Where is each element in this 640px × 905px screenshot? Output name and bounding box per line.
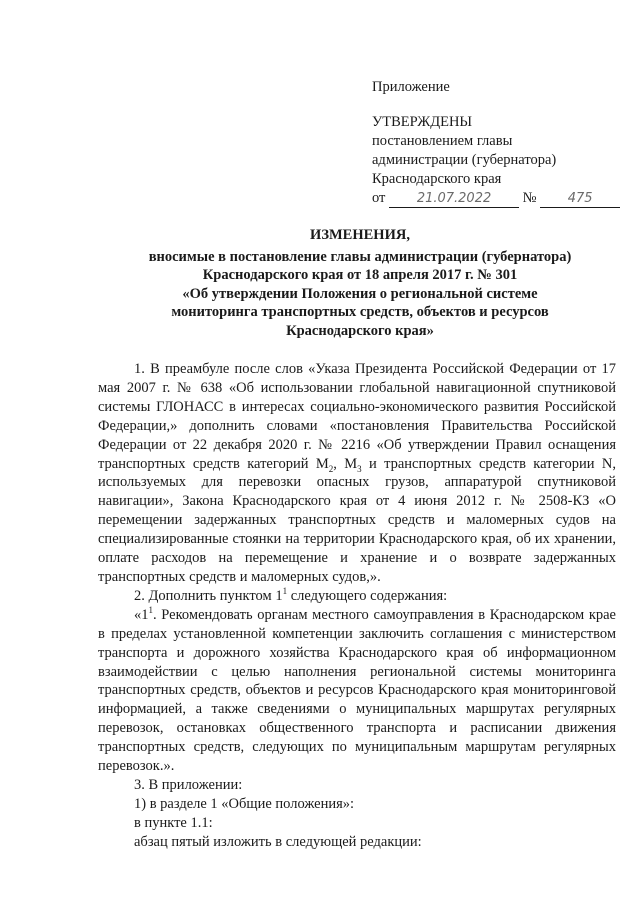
number-label: №	[522, 190, 537, 206]
date-number-line	[372, 189, 632, 208]
p3-text-b: . Рекомендовать органам местного самоуправления в Краснодарском крае в пределах установленной компетенции заключить соглашения с министерством транспорта и дорожного хозяйства Краснодарского края об информационном взаимодействии с целью наполнения региональной системы мониторинга транспортных средств, объектов и ресурсов Краснодарского края мониторинговой информацией, а также сведениями о муниципальных маршрутах регулярных перевозок, остановках общественного транспорта и расписании движения транспортных средств, следующих по муниципальным маршрутам регулярных перевозок.».	[98, 606, 616, 775]
appendix-label: Приложение	[372, 79, 450, 95]
approved-label: УТВЕРЖДЕНЫ	[372, 114, 473, 130]
title-line: Краснодарского края»	[286, 322, 434, 339]
approval-line-2: администрации (губернатора)	[372, 152, 557, 168]
handwritten-date: 21.07.2022	[389, 191, 519, 208]
p3-text-a: «1	[134, 606, 149, 623]
title-line: мониторинга транспортных средств, объектов и ресурсов	[171, 304, 549, 320]
handwritten-number: 475	[540, 191, 620, 208]
document-title	[100, 226, 620, 340]
document-body	[98, 360, 616, 852]
title-line: «Об утверждении Положения о региональной системе	[182, 285, 538, 302]
from-label: от	[372, 190, 386, 206]
paragraph-6: в пункте 1.1:	[134, 814, 213, 831]
paragraph-2	[98, 587, 616, 606]
paragraph-4: 3. В приложении:	[134, 776, 243, 793]
p2-text-b: следующего содержания:	[287, 587, 448, 604]
paragraph-7: абзац пятый изложить в следующей редакции:	[134, 833, 422, 850]
p1-subscript-1: 2	[328, 463, 334, 474]
approval-line-1: постановлением главы	[372, 133, 513, 149]
title-line: Краснодарского края от 18 апреля 2017 г. № 301	[202, 267, 518, 283]
paragraph-3	[98, 606, 616, 776]
p2-text-a: 2. Дополнить пунктом 1	[134, 587, 283, 604]
p3-superscript: 1	[148, 604, 153, 615]
p2-superscript: 1	[282, 586, 288, 597]
title-heading: ИЗМЕНЕНИЯ,	[310, 227, 410, 243]
paragraph-5: 1) в разделе 1 «Общие положения»:	[134, 795, 355, 812]
approval-block	[372, 78, 632, 208]
p1-text-a: 1. В преамбуле после слов «Указа Президента Российской Федерации от 17 мая 2007 г. № 638 «Об использовании глобальной навигационной спутниковой системы ГЛОНАСС в интересах социально-экономического развития Российской Федерации,» дополнить словами «постановления Правительства Российской Федерации от 22 декабря 2020 г. № 2216 «Об утверждении Правил оснащения транспортных средств категорий M	[98, 361, 616, 472]
paragraph-1	[98, 360, 616, 587]
title-line: вносимые в постановление главы администрации (губернатора)	[148, 248, 572, 265]
p1-text-b: , M	[333, 455, 358, 472]
p1-text-c: и транспортных средств категории N, используемых для перевозки опасных грузов, аппаратурой спутниковой навигации», Закона Краснодарского края от 4 июня 2012 г. № 2508-КЗ «О перемещении задержанных транспортных средств и маломерных судов на специализированные стоянки на территории Краснодарского края, об их хранении, оплате расходов на перемещение и хранение и о возврате задержанных транспортных средств и маломерных судов,».	[98, 455, 616, 585]
approval-line-3: Краснодарского края	[372, 171, 502, 187]
p1-subscript-2: 3	[357, 463, 362, 474]
